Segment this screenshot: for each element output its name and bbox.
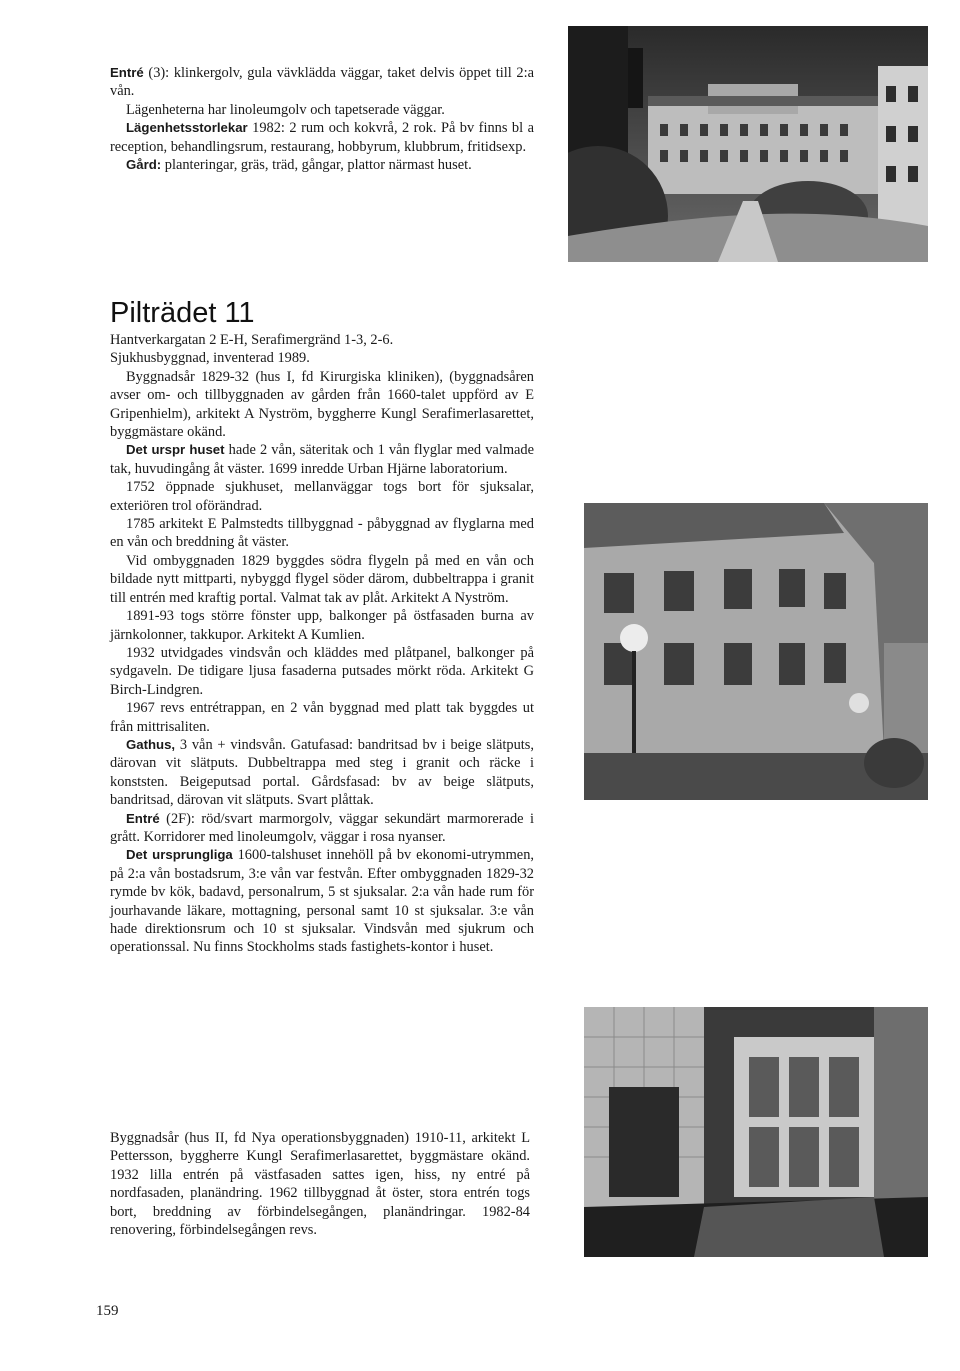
paragraph (110, 607, 534, 644)
paragraph-lead: Det urspr huset (126, 442, 225, 458)
paragraph-lead: Gathus, (126, 736, 176, 752)
entrance-photo-image (584, 1007, 928, 1257)
paragraph (110, 515, 534, 552)
paragraph (110, 699, 534, 736)
paragraph-text: 1752 öppnade sjukhuset, mellanväggar togs bort för sjuksalar, exteriören trol oförändrad. (110, 479, 534, 514)
paragraph (110, 368, 534, 442)
paragraph-text: Sjukhusbyggnad, inventerad 1989. (110, 350, 310, 367)
paragraph-text: 1785 arkitekt E Palmstedts tillbyggnad - påbyggnad av flyglarna med en vån och breddning åt väster. (110, 516, 534, 551)
paragraph-text: 1982: 2 rum och kokvrå, 2 rok. På bv finns bl a reception, behandlingsrum, restaurang, hobbyrum, klubbrum, fritidsexp. (110, 120, 534, 155)
paragraph-text: Hantverkargatan 2 E-H, Serafimergränd 1-3, 2-6. (110, 332, 394, 348)
paragraph-text: Gatufasad: bandritsad bv i beige slätputs, därovan vit slätputs. Dubbeltrappa med steg i granit och räcke i konststen. Beigeputsad portal. Gårdsfasad: bv av beige slätputs, bandritsad, därovan vit slätputs. Svart plåttak. (110, 736, 534, 809)
page-number: 159 (96, 1303, 119, 1319)
paragraph-text: 1891-93 togs större fönster upp, balkonger på östfasaden burna av järnkolonner, takkupor. Arkitekt A Kumlien. (110, 608, 534, 643)
main-text-block (110, 331, 534, 957)
paragraph-text: 1600-talshuset innehöll på bv ekonomi-utrymmen, på 2:a vån bostadsrum, 3:e vån var festvån. Efter ombyggnaden 1829-32 rymde bv kök, badavd, personalrum, 5 st sjuksalar. 2:a vån hade rum för jourhavande läkare, mottagning, personal samt 10 st sjuksalar. 3:e vån hade direktionsrum och 10 st sjuksalar. Vindsvån med sjukrum och operationssal. Nu finns Stockholms stads fastighets-kontor i huset. (110, 847, 534, 956)
paragraph (110, 846, 534, 956)
paragraph (110, 156, 534, 174)
paragraph (110, 552, 534, 607)
courtyard-photo (568, 26, 928, 262)
paragraph (110, 736, 534, 810)
paragraph-text: 1932 utvidgades vindsvån och kläddes med plåtpanel, balkonger på sydgaveln. De tidigare ljusa fasaderna putsades mörkt röda. Arkitekt G Birch-Lindgren. (110, 644, 534, 698)
paragraph (110, 810, 534, 847)
bottom-text-block: Byggnadsår (hus II, fd Nya operationsbyggnaden) 1910-11, arkitekt L Pettersson, byggherre Kungl Serafimerlasarettet, byggmästare okänd. 1932 lilla entrén på västfasaden sattes igen, hiss, ny entré på nordfasaden, planändring. 1962 tillbyggnad åt öster, stora entrén togs bort, breddning av förbindelsegången, planändringar. 1982-84 renovering, förbindelsegången revs. (110, 1130, 530, 1239)
top-text-block (110, 64, 534, 174)
paragraph-text: 1967 revs entrétrappan, en 2 vån byggnad med platt tak byggdes ut från mittrisaliten. (110, 700, 534, 735)
paragraph-text: planteringar, gräs, träd, gångar, plattor närmast huset. (161, 157, 472, 174)
facade-photo (584, 503, 928, 800)
courtyard-photo-image (568, 26, 928, 262)
paragraph-lead: Lägenhetsstorlekar (126, 120, 248, 136)
paragraph (110, 349, 534, 367)
section-heading: Pilträdet 11 (110, 297, 255, 329)
paragraph (110, 478, 534, 515)
facade-photo-image (584, 503, 928, 800)
paragraph-lead: Gård: (126, 157, 162, 173)
paragraph (110, 331, 534, 349)
paragraph-text: Vid ombyggnaden 1829 byggdes södra flygeln på med en vån och bildade nytt mittparti, nybyggd flygel söder därom, dubbeltrappa i granit till entrén med kraftig portal. Valmat tak av plåt. Arkitekt A Nyström. (110, 552, 534, 606)
paragraph-text: (2F): röd/svart marmorgolv, väggar sekundärt marmorerade i grått. Korridorer med linoleumgolv, väggar i rosa nyanser. (110, 810, 534, 845)
paragraph (110, 101, 534, 119)
entrance-photo (584, 1007, 928, 1257)
paragraph (110, 644, 534, 699)
paragraph-text: 3 vån + vindsvån. (175, 736, 291, 753)
paragraph (110, 119, 534, 156)
paragraph (110, 64, 534, 101)
paragraph-text: (3): klinkergolv, gula vävklädda väggar, taket delvis öppet till 2:a vån. (110, 65, 534, 100)
paragraph-lead: Entré (110, 65, 144, 80)
paragraph (110, 441, 534, 478)
paragraph-text: Byggnadsår 1829-32 (hus I, fd Kirurgiska kliniken), (byggnadsåren avser om- och tillbyggnaden av gården från 1660-talet uppförd av E Gripenhielm), arkitekt A Nyström, byggherre Kungl Serafimerlasarettet, byggmästare okänd. (110, 368, 534, 441)
paragraph-text: hade 2 vån, säteritak och 1 vån flyglar med valmade tak, huvudingång åt väster. 1699 inredde Urban Hjärne laboratorium. (110, 442, 534, 477)
paragraph-lead: Det ursprungliga (126, 847, 233, 863)
paragraph-lead: Entré (126, 810, 160, 826)
paragraph-text: Lägenheterna har linoleumgolv och tapetserade väggar. (126, 101, 445, 118)
